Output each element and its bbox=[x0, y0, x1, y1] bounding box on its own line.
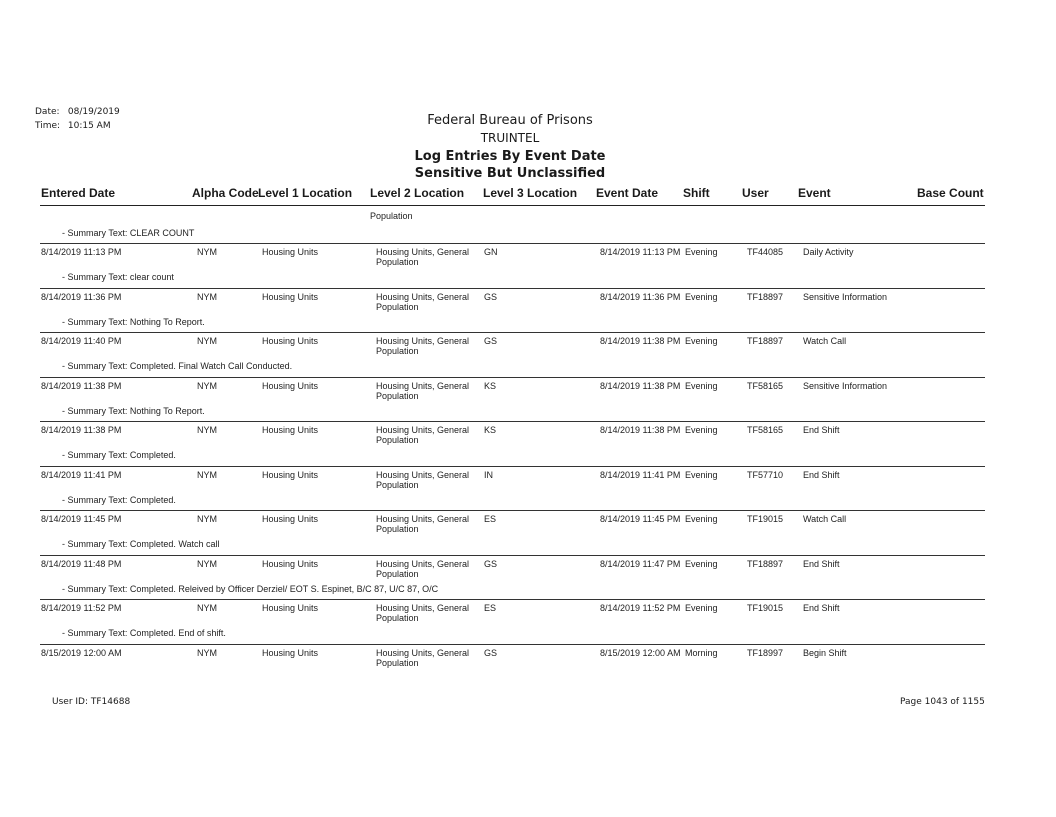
summary-text: - Summary Text: Completed. Releived by Officer Derziel/ EOT S. Espinet, B/C 87, U/C 87, O/C bbox=[62, 583, 439, 594]
continued-summary: - Summary Text: CLEAR COUNT bbox=[62, 228, 195, 238]
time-value: 10:15 AM bbox=[67, 121, 111, 131]
level3-location: KS bbox=[484, 380, 497, 391]
user: TF18897 bbox=[747, 291, 784, 302]
event: Watch Call bbox=[803, 336, 847, 346]
alpha-code: NYM bbox=[197, 558, 217, 569]
col-event-date: Event Date bbox=[596, 186, 659, 200]
row-separator bbox=[40, 599, 985, 600]
level3-location: GS bbox=[484, 558, 498, 569]
col-shift: Shift bbox=[683, 186, 710, 200]
footer-user-label: User ID: bbox=[52, 697, 88, 707]
level1-location: Housing Units bbox=[262, 247, 319, 257]
footer-user-value: TF14688 bbox=[90, 697, 131, 707]
shift: Evening bbox=[685, 380, 718, 391]
event-date: 8/14/2019 11:13 PM bbox=[600, 247, 681, 257]
event: End Shift bbox=[803, 469, 840, 480]
event-date: 8/14/2019 11:52 PM bbox=[600, 603, 681, 613]
row-separator bbox=[40, 644, 985, 645]
level2-location: Housing Units, General Population bbox=[376, 469, 470, 490]
shift: Evening bbox=[685, 425, 718, 435]
level3-location: ES bbox=[484, 514, 497, 524]
entered-date: 8/14/2019 11:38 PM bbox=[41, 425, 122, 435]
level3-location: IN bbox=[484, 469, 493, 480]
event-date: 8/15/2019 12:00 AM bbox=[600, 647, 681, 658]
entered-date: 8/14/2019 11:41 PM bbox=[41, 469, 122, 480]
event: Begin Shift bbox=[803, 647, 847, 658]
col-alpha-code: Alpha Code bbox=[192, 186, 259, 200]
level1-location: Housing Units bbox=[262, 469, 319, 480]
alpha-code: NYM bbox=[197, 291, 217, 302]
summary-text: - Summary Text: Completed. bbox=[62, 494, 176, 505]
entered-date: 8/14/2019 11:38 PM bbox=[41, 380, 122, 391]
time-label: Time: bbox=[35, 121, 61, 131]
level2-location: Housing Units, General Population bbox=[376, 247, 470, 267]
event: Sensitive Information bbox=[803, 380, 888, 391]
shift: Evening bbox=[685, 514, 718, 524]
summary-text: - Summary Text: clear count bbox=[62, 272, 174, 282]
summary-text: - Summary Text: Completed. Watch call bbox=[62, 539, 220, 549]
classification-title: Sensitive But Unclassified bbox=[414, 166, 606, 181]
event: End Shift bbox=[803, 558, 840, 569]
level2-location: Housing Units, General Population bbox=[376, 558, 470, 579]
col-level1: Level 1 Location bbox=[258, 186, 353, 200]
summary-text: - Summary Text: Nothing To Report. bbox=[62, 316, 205, 327]
alpha-code: NYM bbox=[197, 514, 217, 524]
event-date: 8/14/2019 11:36 PM bbox=[600, 291, 681, 302]
col-level3: Level 3 Location bbox=[483, 186, 578, 200]
level1-location: Housing Units bbox=[262, 291, 319, 302]
report-title: Log Entries By Event Date bbox=[414, 149, 606, 164]
row-separator bbox=[40, 377, 985, 378]
page-number: Page 1043 of 1155 bbox=[900, 697, 985, 707]
event: End Shift bbox=[803, 425, 840, 435]
col-entered-date: Entered Date bbox=[41, 186, 116, 200]
header-rule bbox=[40, 205, 985, 206]
alpha-code: NYM bbox=[197, 247, 217, 257]
entered-date: 8/14/2019 11:40 PM bbox=[41, 336, 122, 346]
level2-location: Housing Units, General Population bbox=[376, 647, 470, 668]
col-base-count: Base Count bbox=[917, 186, 984, 200]
summary-text: - Summary Text: Completed. bbox=[62, 450, 176, 460]
level1-location: Housing Units bbox=[262, 425, 319, 435]
event-date: 8/14/2019 11:47 PM bbox=[600, 558, 681, 569]
event: Daily Activity bbox=[803, 247, 854, 257]
alpha-code: NYM bbox=[197, 647, 217, 658]
level1-location: Housing Units bbox=[262, 514, 319, 524]
row-separator bbox=[40, 332, 985, 333]
event-date: 8/14/2019 11:38 PM bbox=[600, 425, 681, 435]
alpha-code: NYM bbox=[197, 603, 217, 613]
level1-location: Housing Units bbox=[262, 603, 319, 613]
level2-location: Housing Units, General Population bbox=[376, 291, 470, 312]
user: TF18897 bbox=[747, 336, 784, 346]
user: TF18997 bbox=[747, 647, 784, 658]
event-date: 8/14/2019 11:38 PM bbox=[600, 336, 681, 346]
shift: Evening bbox=[685, 247, 718, 257]
level1-location: Housing Units bbox=[262, 380, 319, 391]
event-date: 8/14/2019 11:41 PM bbox=[600, 469, 681, 480]
level2-location: Housing Units, General Population bbox=[376, 380, 470, 401]
level3-location: GN bbox=[484, 247, 498, 257]
event-date: 8/14/2019 11:38 PM bbox=[600, 380, 681, 391]
event: End Shift bbox=[803, 603, 840, 613]
shift: Evening bbox=[685, 291, 718, 302]
summary-text: - Summary Text: Nothing To Report. bbox=[62, 405, 205, 416]
entered-date: 8/14/2019 11:13 PM bbox=[41, 247, 122, 257]
footer-user bbox=[52, 697, 130, 707]
shift: Evening bbox=[685, 603, 718, 613]
row-separator bbox=[40, 510, 985, 511]
level3-location: GS bbox=[484, 291, 498, 302]
shift: Evening bbox=[685, 469, 718, 480]
row-separator bbox=[40, 466, 985, 467]
user: TF58165 bbox=[747, 380, 784, 391]
row-separator bbox=[40, 555, 985, 556]
entered-date: 8/14/2019 11:45 PM bbox=[41, 514, 122, 524]
date-value: 08/19/2019 bbox=[67, 107, 120, 117]
user: TF19015 bbox=[747, 603, 784, 613]
continued-level2: Population bbox=[370, 211, 413, 221]
alpha-code: NYM bbox=[197, 469, 217, 480]
level2-location: Housing Units, General Population bbox=[376, 603, 470, 623]
level3-location: ES bbox=[484, 603, 497, 613]
user: TF18897 bbox=[747, 558, 784, 569]
entered-date: 8/14/2019 11:36 PM bbox=[41, 291, 122, 302]
level1-location: Housing Units bbox=[262, 336, 319, 346]
col-user: User bbox=[742, 186, 769, 200]
level2-location: Housing Units, General Population bbox=[376, 425, 470, 445]
col-event: Event bbox=[798, 186, 831, 200]
user: TF58165 bbox=[747, 425, 784, 435]
date-label: Date: bbox=[35, 107, 60, 117]
level1-location: Housing Units bbox=[262, 647, 319, 658]
alpha-code: NYM bbox=[197, 425, 217, 435]
agency-title: Federal Bureau of Prisons bbox=[427, 113, 593, 128]
col-level2: Level 2 Location bbox=[370, 186, 465, 200]
entered-date: 8/14/2019 11:48 PM bbox=[41, 558, 122, 569]
system-title: TRUINTEL bbox=[480, 131, 540, 145]
level3-location: KS bbox=[484, 425, 497, 435]
level2-location: Housing Units, General Population bbox=[376, 514, 470, 534]
shift: Morning bbox=[685, 647, 718, 658]
user: TF44085 bbox=[747, 247, 784, 257]
alpha-code: NYM bbox=[197, 336, 217, 346]
level1-location: Housing Units bbox=[262, 558, 319, 569]
event: Watch Call bbox=[803, 514, 847, 524]
entered-date: 8/14/2019 11:52 PM bbox=[41, 603, 122, 613]
event: Sensitive Information bbox=[803, 291, 888, 302]
user: TF57710 bbox=[747, 469, 784, 480]
row-separator bbox=[40, 288, 985, 289]
row-separator bbox=[40, 421, 985, 422]
summary-text: - Summary Text: Completed. Final Watch Call Conducted. bbox=[62, 361, 293, 371]
shift: Evening bbox=[685, 336, 718, 346]
level2-location: Housing Units, General Population bbox=[376, 336, 470, 356]
entered-date: 8/15/2019 12:00 AM bbox=[41, 647, 122, 658]
summary-text: - Summary Text: Completed. End of shift. bbox=[62, 628, 226, 638]
alpha-code: NYM bbox=[197, 380, 217, 391]
level3-location: GS bbox=[484, 336, 498, 346]
event-date: 8/14/2019 11:45 PM bbox=[600, 514, 681, 524]
row-separator bbox=[40, 243, 985, 244]
user: TF19015 bbox=[747, 514, 784, 524]
level3-location: GS bbox=[484, 647, 498, 658]
shift: Evening bbox=[685, 558, 718, 569]
